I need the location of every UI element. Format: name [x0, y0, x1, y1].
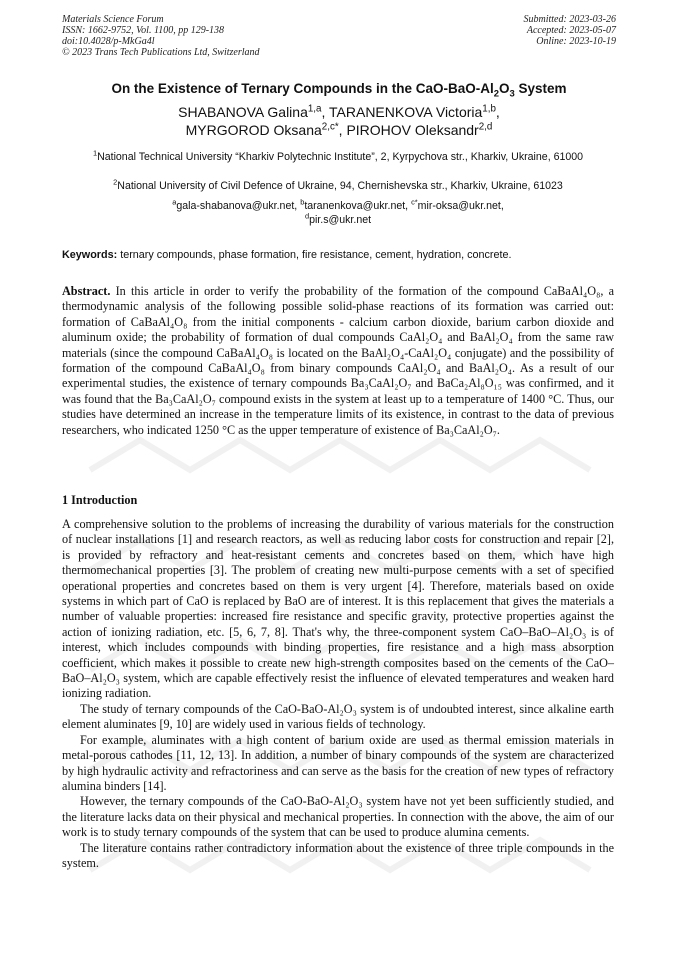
author-name: TARANENKOVA Victoria	[329, 104, 483, 120]
paper-title: On the Existence of Ternary Compounds in the CaO-$BaO-Al_2O_3$ System	[111, 81, 567, 100]
journal-name: Materials Science Forum	[62, 14, 164, 25]
date-submitted: Submitted: 2023-03-26	[523, 14, 616, 25]
abstract	[62, 284, 614, 438]
email-link[interactable]: taranenkova@ukr.net,	[304, 200, 409, 212]
section-heading: 1 Introduction	[62, 493, 138, 507]
abstract-label: Abstract.	[62, 284, 111, 298]
author-name: PIROHOV Oleksandr	[346, 122, 479, 138]
paragraph: The literature contains rather contradictory information about the existence of three triple compounds in the system.	[62, 840, 614, 870]
journal-info	[62, 14, 260, 58]
affiliation-2: $^2$National University of Civil Defence of Ukraine, 94, Chernishevska str., Kharkiv, Ukraine, 61023	[113, 177, 563, 192]
email-link[interactable]: gala-shabanova@ukr.net,	[176, 200, 298, 212]
affiliation-1: $^1$National Technical University “Kharkiv Polytechnic Institute”, 2, Kyrpychova str., Kharkiv, Ukraine, 61000	[92, 148, 584, 163]
date-online: Online: 2023-10-19	[536, 36, 616, 47]
journal-doi[interactable]: doi:10.4028/p-MkGa4l	[62, 36, 155, 47]
date-accepted: Accepted: 2023-05-07	[526, 25, 616, 36]
abstract-text: In this article in order to verify the probability of the formation of the compound CaBaAl₄O₈, a thermodynamic analysis of the following possible solid-phase reactions of its formation was carried out: formation of CaBaAl₄O₈ from the initial components - calcium carbon dioxide, barium carbon dioxide and aluminum oxide; the probability of formation of dual compounds CaAl₂O₄ and BaAl₂O₄ from the same raw materials (since the compound CaBaAl₄O₈ is located on the BaAl₂O₄-CaAl₂O₄ conjugate) and the possibility of formation of the compound CaBaAl₄O₈ from binary compounds CaAl₂O₄ and BaAl₂O₄. As a result of our experimental studies, the existence of ternary compounds Ba₃CaAl₂O₇ and BaCa₂Al₈O₁₅ was confirmed, and it was found that the Ba₃CaAl₂O₇ compound exists in the system at least up to a temperature of 1400 °C. Thus, our studies have determined an increase in the temperature limits of its existence, in contrast to the data of previous researchers, who indicated 1250 °C as the upper temperature of existence of Ba₃CaAl₂O₇.	[62, 284, 614, 437]
journal-issn: ISSN: 1662-9752, Vol. 1100, pp 129-138	[62, 25, 225, 36]
author-name: MYRGOROD Oksana	[185, 122, 322, 138]
email-link[interactable]: mir-oksa@ukr.net,	[417, 200, 504, 212]
paragraph: A comprehensive solution to the problems of increasing the durability of various materials for the construction of nuclear installations [1] and research reactors, as well as reducing labor costs for construction and repair [2], is provided by refractory and heat-resistant cements and concretes based on them, which have high thermomechanical properties [3]. The problem of creating new multi-purpose cements with a set of specified operational properties and concretes based on them is very urgent [4]. Therefore, materials based on oxide systems in which part of CaO is replaced by BaO are of interest. It is this replacement that gives the materials a number of valuable properties: increased fire resistance and specific gravity, protective properties against the action of ionizing radiation, etc. [5, 6, 7, 8]. That's why, the three-component system CaO–BaO–Al₂O₃ is of interest, which includes compounds with binding properties, fire resistance and a high mass absorption coefficient, which makes it possible to create new high-strength composites based on the cements of the CaO–BaO–Al₂O₃ system, which are capable effectively resist the influence of elevated temperatures and weaken hard ionizing radiation.	[62, 517, 614, 701]
author-list: SHABANOVA Galina$^{1,a}$, TARANENKOVA Victoria$^{1,b}$, MYRGOROD Oksana$^{2,c*}$, PIROHOV Oleksandr$^{2,d}$	[178, 103, 500, 138]
keywords-line	[62, 249, 622, 261]
paragraph: For example, aluminates with a high content of barium oxide are used as thermal emission materials in metal-porous cathodes [11, 12, 13]. In addition, a number of binary compounds of the system are characterized by high hydraulic activity and refractoriness and can serve as the basis for the creation of new types of refractory alumina binders [14].	[62, 732, 614, 793]
author-name: SHABANOVA Galina	[178, 104, 308, 120]
paragraph: However, the ternary compounds of the CaO-BaO-Al₂O₃ system have not yet been sufficiently studied, and the literature lacks data on their physical and mechanical properties. In connection with the above, the aim of our work is to study ternary compounds of the system that can be used to produce alumina cements.	[62, 794, 614, 840]
keywords-text: ternary compounds, phase formation, fire resistance, cement, hydration, concrete.	[117, 249, 512, 261]
email-list: $^a$gala-shabanova@ukr.net, $^b$taranenkova@ukr.net, $^{c*}$mir-oksa@ukr.net, $^d$pir.s@ukr.net	[172, 197, 504, 226]
paragraph: The study of ternary compounds of the CaO-BaO-Al₂O₃ system is of undoubted interest, since alkaline earth element aluminates [9, 10] are widely used in various fields of technology.	[62, 701, 614, 732]
dates-info	[524, 14, 617, 47]
introduction-body	[62, 517, 614, 871]
journal-copyright: © 2023 Trans Tech Publications Ltd, Switzerland	[62, 47, 260, 58]
keywords-label: Keywords:	[62, 249, 118, 261]
email-link[interactable]: pir.s@ukr.net	[309, 214, 372, 226]
